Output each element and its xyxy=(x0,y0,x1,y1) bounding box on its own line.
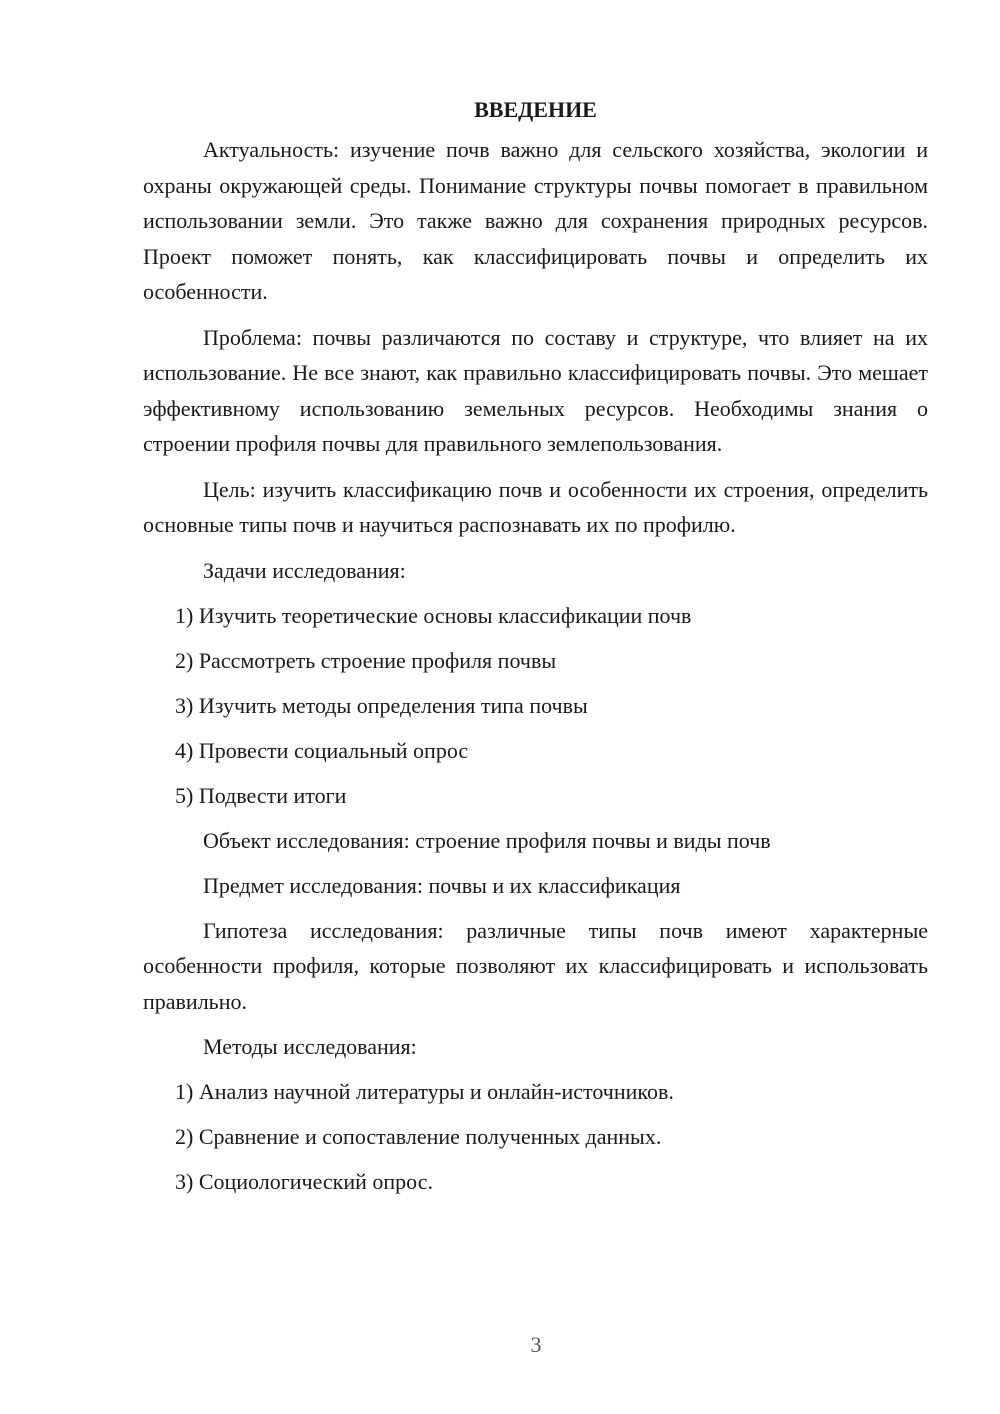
method-item-2: 2) Сравнение и сопоставление полученных данных. xyxy=(175,1124,662,1149)
task-item-4: 4) Провести социальный опрос xyxy=(175,737,469,763)
research-subject: Предмет исследования: почвы и их классификация xyxy=(203,872,681,898)
methods-heading: Методы исследования: xyxy=(203,1034,417,1059)
method-item-1: 1) Анализ научной литературы и онлайн-источников. xyxy=(175,1079,674,1104)
problem-paragraph: Проблема: почвы различаются по составу и структуре, что влияет на их использование. Не все знают, как правильно классифицировать почвы. Это мешает эффективному использованию земельных ресурсов. Необходимы знания о строении профиля почвы для правильного землепользования. xyxy=(143,324,928,456)
task-item-2: 2) Рассмотреть строение профиля почвы xyxy=(175,647,557,673)
research-object: Объект исследования: строение профиля почвы и виды почв xyxy=(203,827,771,853)
relevance-paragraph: Актуальность: изучение почв важно для сельского хозяйства, экологии и охраны окружающей среды. Понимание структуры почвы помогает в правильном использовании земли. Это также важно для сохранения природных ресурсов. Проект поможет понять, как классифицировать почвы и определить их особенности. xyxy=(143,137,928,304)
task-item-3: 3) Изучить методы определения типа почвы xyxy=(175,692,588,718)
page-number: 3 xyxy=(530,1332,542,1357)
tasks-heading: Задачи исследования: xyxy=(203,557,406,583)
document-page xyxy=(143,92,928,1209)
task-item-5: 5) Подвести итоги xyxy=(175,782,347,808)
task-item-1: 1) Изучить теоретические основы классификации почв xyxy=(175,602,692,628)
page-title: ВВЕДЕНИЕ xyxy=(474,97,597,122)
method-item-3: 3) Социологический опрос. xyxy=(175,1169,433,1194)
goal-paragraph: Цель: изучить классификацию почв и особенности их строения, определить основные типы почв и научиться распознавать их по профилю. xyxy=(143,476,928,537)
hypothesis-paragraph: Гипотеза исследования: различные типы почв имеют характерные особенности профиля, которые позволяют их классифицировать и использовать правильно. xyxy=(143,917,928,1014)
